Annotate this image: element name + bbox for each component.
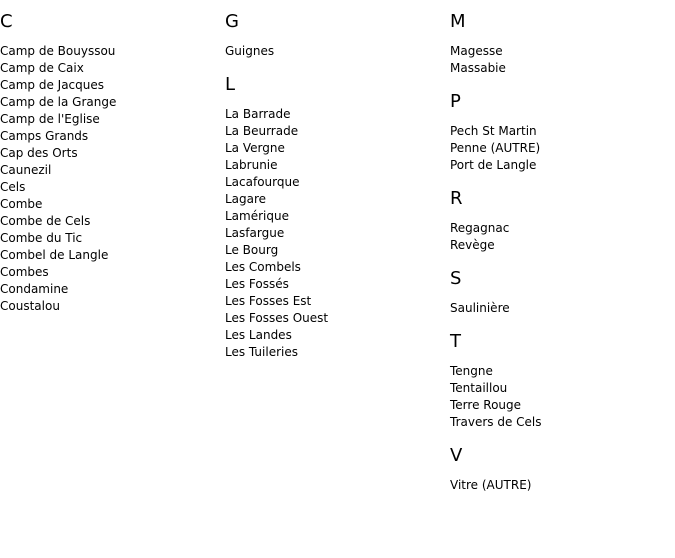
place-list-item <box>0 77 220 94</box>
place-list-item <box>0 213 220 230</box>
place-list <box>225 106 445 361</box>
place-link-lagare[interactable]: Lagare <box>225 192 267 206</box>
place-link-les-fosses-est[interactable]: Les Fosses Est <box>225 294 312 308</box>
place-link-camp-de-bouyssou[interactable]: Camp de Bouyssou <box>0 44 116 58</box>
place-list-item <box>225 208 445 225</box>
place-link-tengne[interactable]: Tengne <box>450 364 493 378</box>
place-link-coustalou[interactable]: Coustalou <box>0 299 60 313</box>
place-list-item <box>225 123 445 140</box>
letter-heading: V <box>450 445 463 466</box>
place-link-magesse[interactable]: Magesse <box>450 44 503 58</box>
place-link-lasfargue[interactable]: Lasfargue <box>225 226 285 240</box>
place-list-item <box>0 247 220 264</box>
place-list-item <box>450 123 670 140</box>
letter-heading: L <box>225 74 236 95</box>
letter-group <box>450 92 670 174</box>
place-link-camp-de-l-eglise[interactable]: Camp de l'Eglise <box>0 112 100 126</box>
place-list-item <box>450 414 670 431</box>
place-list-item <box>0 94 220 111</box>
place-link-les-combels[interactable]: Les Combels <box>225 260 301 274</box>
place-list-item <box>225 344 445 361</box>
place-list-item <box>450 397 670 414</box>
place-link-guignes[interactable]: Guignes <box>225 44 275 58</box>
index-column-1 <box>0 0 220 315</box>
place-list <box>450 477 670 494</box>
place-list <box>225 43 445 60</box>
place-link-les-tuileries[interactable]: Les Tuileries <box>225 345 298 359</box>
place-list-item <box>0 196 220 213</box>
letter-heading: P <box>450 91 461 112</box>
place-list-item <box>225 157 445 174</box>
place-list-item <box>0 43 220 60</box>
place-link-revege[interactable]: Revège <box>450 238 495 252</box>
place-link-travers-de-cels[interactable]: Travers de Cels <box>450 415 542 429</box>
place-link-vitre-autre[interactable]: Vitre (AUTRE) <box>450 478 532 492</box>
place-link-pech-st-martin[interactable]: Pech St Martin <box>450 124 537 138</box>
place-link-terre-rouge[interactable]: Terre Rouge <box>450 398 522 412</box>
place-link-le-bourg[interactable]: Le Bourg <box>225 243 279 257</box>
place-list-item <box>0 179 220 196</box>
place-list-item <box>225 43 445 60</box>
place-list-item <box>0 111 220 128</box>
place-link-penne-autre[interactable]: Penne (AUTRE) <box>450 141 541 155</box>
letter-group <box>0 12 220 315</box>
place-link-combes[interactable]: Combes <box>0 265 49 279</box>
letter-group <box>450 332 670 431</box>
place-list-item <box>0 60 220 77</box>
place-link-combel-de-langle[interactable]: Combel de Langle <box>0 248 109 262</box>
place-list-item <box>0 162 220 179</box>
place-list-item <box>450 237 670 254</box>
place-list-item <box>450 220 670 237</box>
place-link-regagnac[interactable]: Regagnac <box>450 221 510 235</box>
place-list-item <box>0 145 220 162</box>
place-list-item <box>450 300 670 317</box>
place-list-item <box>225 225 445 242</box>
place-list-item <box>450 477 670 494</box>
place-list-item <box>225 310 445 327</box>
place-list-item <box>450 60 670 77</box>
letter-group <box>450 269 670 317</box>
letter-group <box>450 12 670 77</box>
letter-heading: T <box>450 331 461 352</box>
place-list-item <box>0 230 220 247</box>
place-link-la-beurrade[interactable]: La Beurrade <box>225 124 299 138</box>
place-link-caunezil[interactable]: Caunezil <box>0 163 52 177</box>
letter-heading: G <box>225 11 239 32</box>
index-column-3 <box>450 0 670 494</box>
letter-heading: M <box>450 11 466 32</box>
place-link-camp-de-la-grange[interactable]: Camp de la Grange <box>0 95 117 109</box>
place-list-item <box>225 327 445 344</box>
place-list <box>450 43 670 77</box>
place-list-item <box>0 298 220 315</box>
place-link-la-barrade[interactable]: La Barrade <box>225 107 291 121</box>
place-link-camp-de-caix[interactable]: Camp de Caix <box>0 61 84 75</box>
letter-group <box>450 189 670 254</box>
place-list-item <box>225 140 445 157</box>
letter-heading: S <box>450 268 462 289</box>
place-link-combe-de-cels[interactable]: Combe de Cels <box>0 214 91 228</box>
place-list-item <box>450 363 670 380</box>
letter-heading: R <box>450 188 463 209</box>
place-list-item <box>450 157 670 174</box>
place-link-combe[interactable]: Combe <box>0 197 43 211</box>
letter-heading: C <box>0 11 13 32</box>
place-link-lacafourque[interactable]: Lacafourque <box>225 175 300 189</box>
place-list-item <box>225 174 445 191</box>
place-link-la-vergne[interactable]: La Vergne <box>225 141 285 155</box>
place-link-sauliniere[interactable]: Saulinière <box>450 301 510 315</box>
place-list-item <box>225 276 445 293</box>
place-list-item <box>0 281 220 298</box>
place-link-camp-de-jacques[interactable]: Camp de Jacques <box>0 78 105 92</box>
place-list-item <box>225 259 445 276</box>
place-list-item <box>0 264 220 281</box>
place-list <box>0 43 220 315</box>
place-list <box>450 363 670 431</box>
place-list-item <box>450 43 670 60</box>
place-link-tentaillou[interactable]: Tentaillou <box>450 381 508 395</box>
place-link-les-fosses[interactable]: Les Fossés <box>225 277 289 291</box>
letter-group <box>225 75 445 361</box>
letter-group <box>225 12 445 60</box>
place-list-item <box>0 128 220 145</box>
place-list-item <box>225 191 445 208</box>
place-list-item <box>225 293 445 310</box>
place-link-camps-grands[interactable]: Camps Grands <box>0 129 89 143</box>
place-list <box>450 220 670 254</box>
place-link-port-de-langle[interactable]: Port de Langle <box>450 158 537 172</box>
index-column-2 <box>225 0 445 361</box>
place-link-cels[interactable]: Cels <box>0 180 26 194</box>
place-link-combe-du-tic[interactable]: Combe du Tic <box>0 231 83 245</box>
place-list <box>450 123 670 174</box>
place-link-les-fosses-ouest[interactable]: Les Fosses Ouest <box>225 311 329 325</box>
place-link-labrunie[interactable]: Labrunie <box>225 158 278 172</box>
place-list-item <box>225 242 445 259</box>
place-list-item <box>225 106 445 123</box>
place-list-item <box>450 380 670 397</box>
place-list-item <box>450 140 670 157</box>
place-link-condamine[interactable]: Condamine <box>0 282 69 296</box>
place-link-les-landes[interactable]: Les Landes <box>225 328 292 342</box>
place-link-massabie[interactable]: Massabie <box>450 61 506 75</box>
place-list <box>450 300 670 317</box>
letter-group <box>450 446 670 494</box>
place-link-lamerique[interactable]: Lamérique <box>225 209 289 223</box>
place-link-cap-des-orts[interactable]: Cap des Orts <box>0 146 78 160</box>
